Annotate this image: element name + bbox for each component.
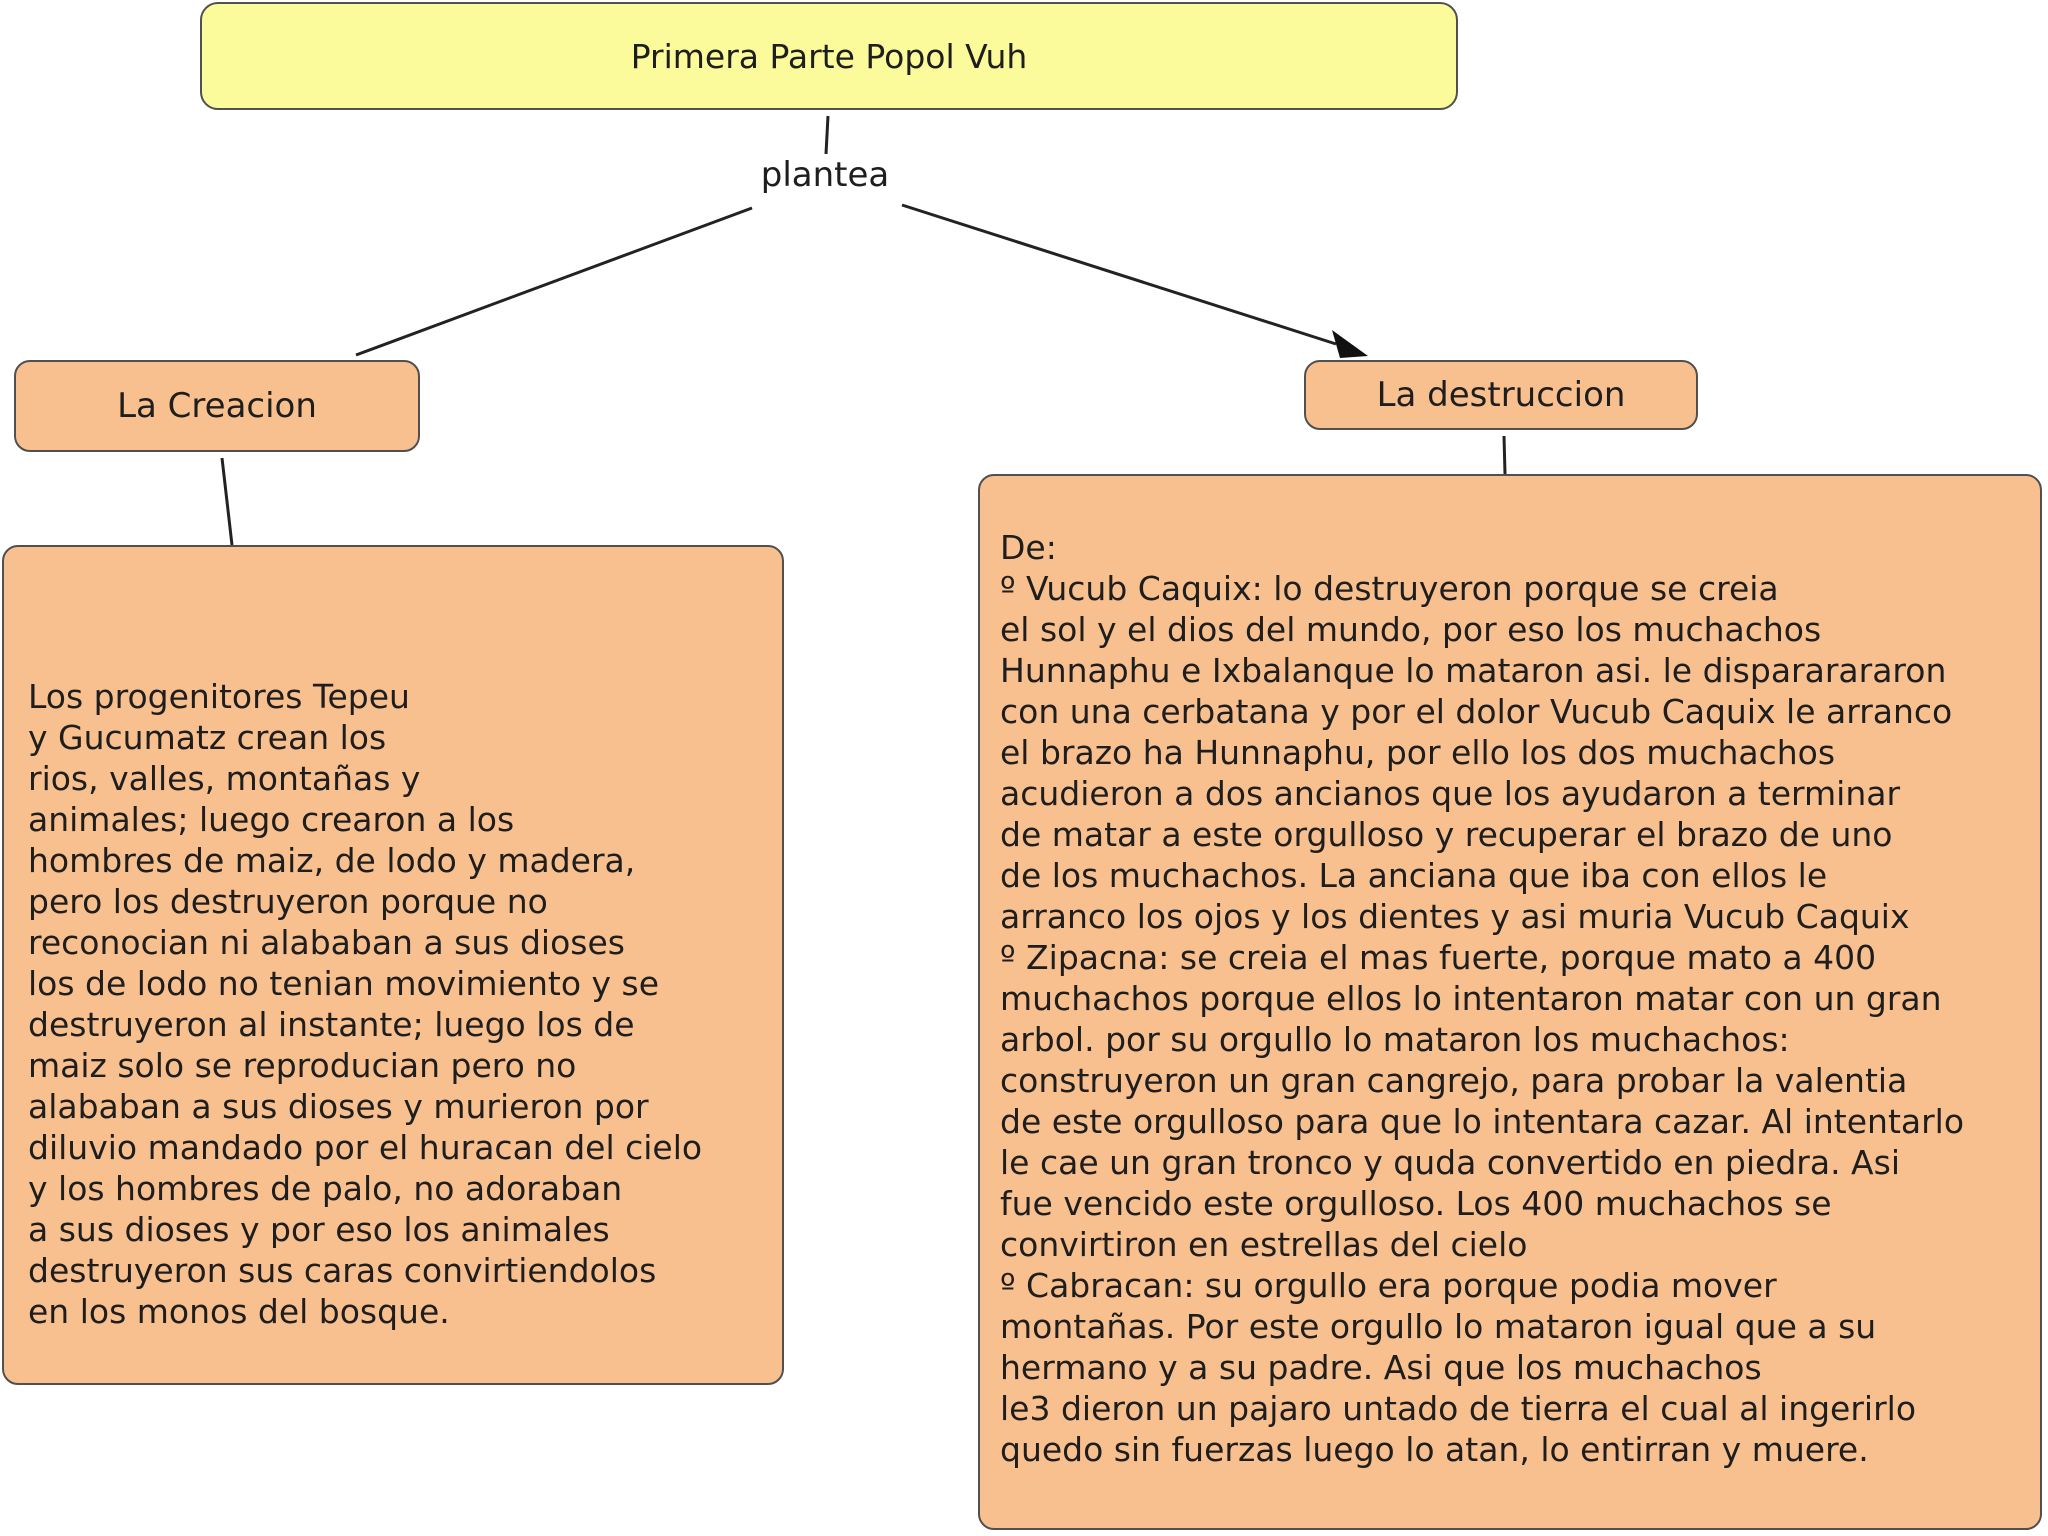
connector-title-to-link xyxy=(826,116,828,154)
arrowhead-destruccion xyxy=(1332,330,1368,358)
creacion-label: La Creacion xyxy=(117,386,317,426)
link-phrase-plantea: plantea xyxy=(740,154,910,196)
connector-link-to-destruccion xyxy=(902,205,1336,344)
creacion-node[interactable] xyxy=(14,360,420,452)
creacion-description-text: Los progenitores Tepeu y Gucumatz crean los rios, valles, montañas y animales; luego crearon a los hombres de maiz, de lodo y madera, pero los destruyeron porque no reconocian ni alababan a sus dioses los de lodo no tenian movimiento y se destruyeron al instante; luego los de maiz solo se reproducian pero no alababan a sus dioses y murieron por diluvio mandado por el huracan del cielo y los hombres de palo, no adoraban a sus dioses y por eso los animales destruyeron sus caras convirtiendolos en los monos del bosque. xyxy=(28,677,703,1331)
connector-link-to-creacion xyxy=(356,208,752,355)
destruccion-description-text: De: º Vucub Caquix: lo destruyeron porque se creia el sol y el dios del mundo, por eso los muchachos Hunnaphu e Ixbalanque lo mataron asi. le dispararararon con una cerbatana y por el dolor Vucub Caquix le arranco el brazo ha Hunnaphu, por ello los dos muchachos acudieron a dos ancianos que los ayudaron a terminar de matar a este orgulloso y recuperar el brazo de uno de los muchachos. La anciana que iba con ellos le arranco los ojos y los dientes y asi muria Vucub Caquix º Zipacna: se creia el mas fuerte, porque mato a 400 muchachos porque ellos lo intentaron matar con un gran arbol. por su orgullo lo mataron los muchachos: construyeron un gran cangrejo, para probar la valentia de este orgulloso para que lo intentara cazar. Al intentarlo le cae un gran tronco y quda convertido en piedra. Asi fue vencido este orgulloso. Los 400 muchachos se convirtiron en estrellas del cielo º Cabracan: su orgullo era porque podia mover montañas. Por este orgullo lo mataron igual que a su hermano y a su padre. Asi que los muchachos le3 dieron un pajaro untado de tierra el cual al ingerirlo quedo sin fuerzas luego lo atan, lo entirran y muere. xyxy=(1000,528,1965,1469)
creacion-description-node[interactable] xyxy=(2,545,784,1385)
connector-creacion-to-text xyxy=(222,458,232,545)
title-node[interactable] xyxy=(200,2,1458,110)
destruccion-label: La destruccion xyxy=(1376,375,1626,415)
connector-destruccion-to-text xyxy=(1504,436,1505,474)
destruccion-node[interactable] xyxy=(1304,360,1698,430)
destruccion-description-node[interactable] xyxy=(978,474,2042,1530)
title-text: Primera Parte Popol Vuh xyxy=(630,36,1028,76)
